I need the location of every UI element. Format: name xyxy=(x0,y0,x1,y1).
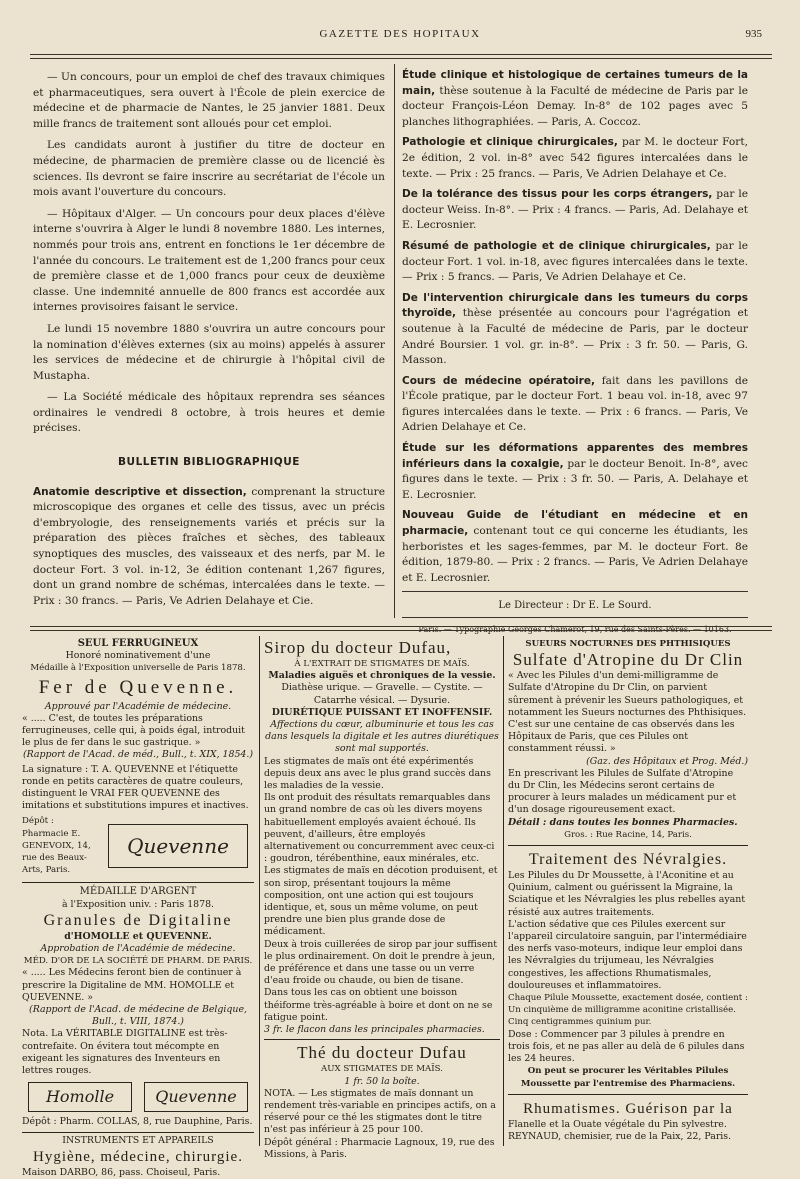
notice-nantes-candidates: Les candidats auront à justifier du titre de docteur en médecine, de pharmacien de première classe ou de licencié ès sciences. Ils devront se faire inscrire au secrétariat de l'école un mois avant l'ouverture du concours. xyxy=(33,139,385,199)
ad-subline: Honoré nominativement d'une xyxy=(65,650,211,662)
printer-imprint: Paris. — Typographie Georges Chamerot, 19, rue des Saints-Pères. — 10163. xyxy=(418,625,732,634)
ad-clin xyxy=(508,638,748,1143)
ad-depot: Dépôt : Pharm. COLLAS, 8, rue Dauphine, Paris. xyxy=(22,1116,253,1128)
ad-affections: Affections du cœur, albuminurie et tous les cas dans lesquels la digitale et les autres diurétiques sont mal supportés. xyxy=(265,719,499,755)
bib-entry-coxalgie xyxy=(402,441,748,503)
signature-text: Homolle xyxy=(45,1087,115,1107)
notice-alger: — Hôpitaux d'Alger. — Un concours pour deux places d'élève interne s'ouvrira à Alger le lundi 8 novembre 1880. Les internes, nommés pour trois ans, entrent en fonctions le 1er décembre de l'année du concours. Le traitement est de 1,200 francs pour ceux de première classe et de 1,000 francs pour ceux de deuxième classe. Une indemnité annuelle de 800 francs est accordée aux internes provisoires faisant le service. xyxy=(33,207,385,314)
signature-text: Quevenne xyxy=(155,1087,237,1107)
ad-approved: Approuvé par l'Académie de médecine. xyxy=(44,700,232,712)
director-signature: Le Directeur : Dr E. Le Sourd. xyxy=(498,600,652,612)
ad-brand: d'HOMOLLE et QUEVENNE. xyxy=(64,930,212,942)
ad-detail: Détail : dans toutes les bonnes Pharmacies. xyxy=(508,816,738,828)
ad-divider xyxy=(259,636,260,1146)
ad-warn: On peut se procurer les Véritables Pilules Moussette par l'entremise des Pharmaciens. xyxy=(520,1066,736,1089)
bib-entry-operatoire xyxy=(402,374,748,436)
ad-dose: Chaque Pilule Moussette, exactement dosée, contient : Un cinquième de milligramme aconitine cristallisée. Cinq centigrammes quinium pur. xyxy=(508,993,748,1028)
signature-quevenne-2 xyxy=(144,1082,248,1112)
notice-societe: — La Société médicale des hôpitaux reprendra ses séances ordinaires le vendredi 8 octobre, à trois heures et demie précises. xyxy=(33,391,385,435)
ad-sub2: Maladies aiguës et chroniques de la vessie. xyxy=(268,670,496,682)
ad-text: « ..... C'est, de toutes les préparations ferrugineuses, celle qui, à poids égal, introduit le plus de fer dans le suc gastrique. » xyxy=(22,712,245,749)
column-divider xyxy=(394,64,395,618)
ad-label: SUEURS NOCTURNES DES PHTHISIQUES xyxy=(525,639,731,649)
ad-title: Sirop du docteur Dufau, xyxy=(264,638,452,657)
bib-entry-title: Nouveau Guide de l'étudiant en médecine et en pharmacie, xyxy=(402,509,748,538)
bib-entry-pathologie xyxy=(402,135,748,182)
ad-dufau xyxy=(264,638,500,1161)
left-column xyxy=(33,70,385,614)
ad-text: Les stigmates de maïs en décotion produisent, et son sirop, présentant toujours la même composition, ont une action qui est toujours identique, et, sous un même volume, on peut prendre une bien plus grande dose de médicament. xyxy=(264,865,498,938)
ad-sub: À L'EXTRAIT DE STIGMATES DE MAÏS. xyxy=(294,659,470,669)
ads-rule xyxy=(30,626,772,627)
bib-entry-text: contenant tout ce qui concerne les étudiants, les herboristes et les sages-femmes, par M. le docteur Fort. 8e édition, 1879-80. — Prix : 2 francs. — Paris, Ve Adrien Delahaye et E. Lecrosnier. xyxy=(402,525,748,584)
bib-entry-text: thèse soutenue à la Faculté de médecine de Paris par le docteur François-Léon Demay. In-8° de 102 pages avec 5 planches lithographiées. — Paris, A. Coccoz. xyxy=(402,84,748,128)
notice-alger-externes: Le lundi 15 novembre 1880 s'ouvrira un autre concours pour la nomination d'élèves externes (six au moins) appelés à assurer les services de médecine et de chirurgie à l'hôpital civil de Mustapha. xyxy=(33,322,385,382)
page-header xyxy=(0,28,800,48)
ad-text: « ..... Les Médecins feront bien de continuer à prescrire la Digitaline de MM. HOMOLLE et QUEVENNE. » xyxy=(22,967,242,1003)
ad-depot: Dépôt : Pharmacie E. GENEVOIX, 14, rue des Beaux-Arts, Paris. xyxy=(22,816,91,876)
bib-entry-tumeurs xyxy=(402,68,748,130)
bib-entry-title: Étude clinique et histologique de certaines tumeurs de la main, xyxy=(402,69,748,97)
bib-entry-guide xyxy=(402,508,748,586)
page-number: 935 xyxy=(745,28,762,40)
bib-entry-text: par le docteur Weiss. In-8°. — Prix : 4 francs. — Paris, Ad. Delahaye et E. Lecrosnier. xyxy=(402,188,749,232)
signatures xyxy=(22,1080,254,1114)
ad-title: Sulfate d'Atropine du Dr Clin xyxy=(512,650,744,670)
ad-dose: Dose : Commencer par 3 pilules à prendre en trois fois, et ne pas aller au delà de 6 pilules dans les 24 heures. xyxy=(508,1028,745,1065)
bib-entry-anatomie xyxy=(33,485,385,610)
bib-entry-title: Étude sur les déformations apparentes des membres inférieurs dans la coxalgie, xyxy=(402,442,748,470)
bib-entry-text: comprenant la structure microscopique des organes et celle des tissus, avec un précis d'embryologie, des renseignements variés et précis sur la préparation des pièces fraîches et sèches, des tableaux synoptiques des muscles, des vaisseaux et des nerfs, par M. le docteur Fort. 3 vol. in-12, 3e édition contenant 1,267 figures, dont un grand nombre de schémas, intercalées dans le texte. — Prix : 30 francs. — Paris, Ve Adrien Delahaye et Cie. xyxy=(33,485,385,607)
signature-homolle xyxy=(28,1082,132,1112)
signature-text: Quevenne xyxy=(127,833,229,858)
bib-entry-text: par le docteur Fort. 1 vol. in-18, avec figures intercalées dans le texte. — Prix : 5 francs. — Paris, Ve Adrien Delahaye et Ce. xyxy=(402,239,748,284)
ad-med: MÉD. D'OR DE LA SOCIÉTÉ DE PHARM. DE PARIS. xyxy=(23,956,253,967)
ad-title: Fer de Quevenne. xyxy=(38,676,238,698)
ad-title: Granules de Digitaline xyxy=(43,911,233,929)
ad-label: SEUL FERRUGINEUX xyxy=(77,638,199,649)
ad-text: Flanelle et la Ouate végétale du Pin sylvestre. REYNAUD, chemisier, rue de la Paix, 22, Paris. xyxy=(508,1118,732,1142)
notice-nantes: — Un concours, pour un emploi de chef des travaux chimiques et pharmaceutiques, sera ouvert à l'École de plein exercice de médecine et de pharmacie de Nantes, le 25 janvier 1881. Deux mille francs de traitement sont alloués pour cet emploi. xyxy=(33,71,385,130)
ad-gros: Gros. : Rue Racine, 14, Paris. xyxy=(564,829,692,840)
bib-entry-resume xyxy=(402,239,748,286)
ad-ref: (Gaz. des Hôpitaux et Prog. Méd.) xyxy=(586,755,748,767)
ad-title: Thé du docteur Dufau xyxy=(297,1043,467,1063)
bib-entry-text: fait dans les pavillons de l'École pratique, par le docteur Fort. 1 beau vol. in-18, avec 97 figures intercalées dans le texte. — Prix : 6 francs. — Paris, Ve Adrien Delahaye et Ce. xyxy=(402,374,749,434)
bib-entry-thyroide xyxy=(402,291,748,369)
ad-diuretic: DIURÉTIQUE PUISSANT ET INOFFENSIF. xyxy=(271,706,493,718)
header-rule-2 xyxy=(30,58,772,59)
ad-list: Diathèse urique. — Gravelle. — Cystite. — Catarrhe vésical. — Dysurie. xyxy=(281,682,483,706)
ad-label: INSTRUMENTS ET APPAREILS xyxy=(62,1134,214,1146)
bib-entry-text: thèse présentée au concours pour l'agrégation et soutenue à la Faculté de médecine de Paris, par le docteur André Boursier. 1 vol. gr. in-8°. — Prix : 3 fr. 50. — Paris, G. Masson. xyxy=(402,307,749,367)
ad-text: L'action sédative que ces Pilules exercent sur l'appareil circulatoire sanguin, par l'intermédiaire des nerfs vaso-moteurs, indique leur emploi dans les Névralgies du trijumeau, les Névralgies congestives, les affections Rhumatismales, douloureuses et inflammatoires. xyxy=(508,918,747,991)
bib-entry-tolerance xyxy=(402,187,748,234)
bib-entry-title: Anatomie descriptive et dissection, xyxy=(33,485,247,498)
ad-text: Les stigmates de maïs ont été expérimentés depuis deux ans avec le plus grand succès dans les maladies de la vessie. xyxy=(264,755,491,792)
ad-medal: Médaille à l'Exposition universelle de Paris 1878. xyxy=(30,663,246,674)
bib-entry-text: par le docteur Benoit. In-8°, avec figures dans le texte. — Prix : 3 fr. 50. — Paris, A. Delahaye et E. Lecrosnier. xyxy=(402,457,748,501)
ad-medal-line: à l'Exposition univ. : Paris 1878. xyxy=(61,898,215,910)
ad-approved: Approbation de l'Académie de médecine. xyxy=(40,943,236,955)
bib-entry-title: De l'intervention chirurgicale dans les tumeurs du corps thyroïde, xyxy=(402,291,748,320)
bib-entry-title: Cours de médecine opératoire, xyxy=(402,374,595,387)
ad-title: Rhumatismes. Guérison par la xyxy=(523,1100,733,1117)
bib-entry-text: par M. le docteur Fort, 2e édition, 2 vol. in-8° avec 542 figures intercalées dans le texte. — Prix : 25 francs. — Paris, Ve Adrien Delahaye et Ce. xyxy=(402,136,748,180)
ad-depot: Dépôt général : Pharmacie Lagnoux, 19, rue des Missions, à Paris. xyxy=(264,1136,495,1160)
ad-price: 3 fr. le flacon dans les principales pharmacies. xyxy=(264,1024,485,1036)
bulletin-heading: BULLETIN BIBLIOGRAPHIQUE xyxy=(118,456,300,469)
ad-signature-note: La signature : T. A. QUEVENNE et l'étiquette ronde en petits caractères de quatre couleurs, distinguent le VRAI FER QUEVENNE des imitations et substitutions impures et inactives. xyxy=(22,763,249,812)
ad-text: Deux à trois cuillerées de sirop par jour suffisent le plus ordinairement. On doit le prendre à jeun, de préférence et dans une tasse ou un verre d'eau froide ou chaude, ou bien de tisane. xyxy=(264,938,498,987)
right-column xyxy=(402,68,748,638)
ad-text: Les Pilules du Dr Moussette, à l'Aconitine et au Quinium, calment ou guérissent la Migraine, la Sciatique et les Névralgies les plus rebelles ayant résisté aux autres traitements. xyxy=(508,870,746,918)
header-rule xyxy=(30,54,772,55)
ad-text: Ils ont produit des résultats remarquables dans un grand nombre de cas où les divers moyens habituellement employés avaient échoué. Ils peuvent, d'ailleurs, être employés alternativement ou concurremment avec ceux-ci : goudron, térébenthine, eaux minérales, etc. xyxy=(264,792,495,865)
ads-rule-2 xyxy=(30,630,772,631)
ad-divider xyxy=(503,636,504,1146)
bib-entry-title: Résumé de pathologie et de clinique chirurgicales, xyxy=(402,239,711,252)
bib-entry-title: De la tolérance des tissus pour les corps étrangers, xyxy=(402,188,713,201)
ad-nota: Nota. La VÉRITABLE DIGITALINE est très-contrefaite. On évitera tout mécompte en exigeant les signatures des Inventeurs en lettres rouges. xyxy=(22,1028,228,1077)
ad-text: Dans tous les cas on obtient une boisson théiforme très-agréable à boire et dont on ne se fatigue point. xyxy=(264,987,493,1023)
ad-title: Hygiène, médecine, chirurgie. xyxy=(33,1148,243,1165)
ad-quevenne xyxy=(22,638,254,1179)
signature-quevenne xyxy=(108,824,248,868)
ad-title: Traitement des Névralgies. xyxy=(528,851,728,869)
ad-nota: NOTA. — Les stigmates de maïs donnant un rendement très-variable en principes actifs, on a réservé pour ce thé les stigmates dont le titre n'est pas inférieur à 25 pour 100. xyxy=(264,1087,496,1136)
journal-title: GAZETTE DES HOPITAUX xyxy=(319,28,481,40)
bib-entry-title: Pathologie et clinique chirurgicales, xyxy=(402,136,618,149)
ad-quote: « Avec les Pilules d'un demi-milligramme de Sulfate d'Atropine du Dr Clin, on parvient sûrement à prévenir les Sueurs pathologiques, et notamment les Sueurs nocturnes des Phthisiques. C'est sur une centaine de cas observés dans les Hôpitaux de Paris, que ces Pilules ont constamment réussi. » xyxy=(508,670,747,755)
ad-medal-heading: MÉDAILLE D'ARGENT xyxy=(79,886,197,898)
ad-ref: (Rapport de l'Acad. de médecine de Belgique, Bull., t. VIII, 1874.) xyxy=(29,1004,247,1028)
ad-text: En prescrivant les Pilules de Sulfate d'Atropine du Dr Clin, les Médecins seront certains de procurer à leurs malades un médicament pur et d'un dosage rigoureusement exact. xyxy=(508,767,737,816)
ad-ref: (Rapport de l'Acad. de méd., Bull., t. XIX, 1854.) xyxy=(22,749,254,761)
ad-address: Maison DARBO, 86, pass. Choiseul, Paris. xyxy=(22,1166,221,1178)
ad-sub: AUX STIGMATES DE MAÏS. xyxy=(321,1064,443,1075)
ad-price: 1 fr. 50 la boîte. xyxy=(344,1075,420,1087)
